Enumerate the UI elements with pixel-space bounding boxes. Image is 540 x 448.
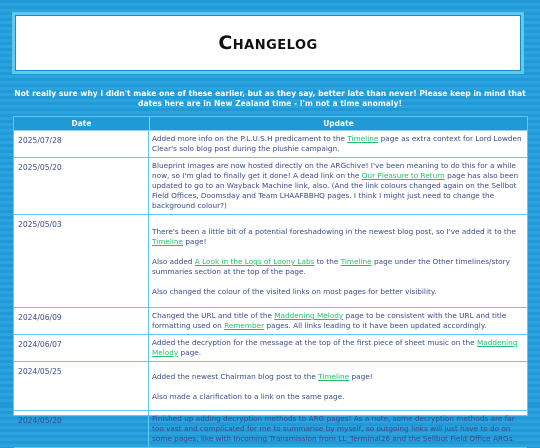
table-row [14, 362, 527, 411]
row-update [149, 362, 527, 410]
update-text: Also changed the colour of the visited links on most pages for better visibility. [152, 287, 437, 296]
row-date: 2024/05/20 [14, 411, 149, 447]
row-date: 2024/06/09 [14, 308, 149, 334]
update-paragraph [152, 161, 523, 211]
row-update [149, 158, 527, 214]
row-date: 2025/07/28 [14, 131, 149, 157]
page-link[interactable]: Timeline [340, 257, 372, 266]
table-body [14, 131, 527, 448]
update-paragraph [152, 311, 523, 331]
table-row [14, 131, 527, 158]
page-link[interactable]: Timeline [318, 372, 350, 381]
update-text: page to be consistent with the URL and title formatting used on [152, 311, 507, 330]
page-link[interactable]: Timeline [347, 134, 379, 143]
intro-text: Not really sure why I didn't make one of these earlier, but as they say, better late than never! Please keep in mind that dates here are in New Zealand time - I'm not a time anomaly! [14, 89, 526, 108]
update-text: Finished up adding decryption methods to ARG pages! As a note, some decryption methods are far too vast and complicated for me to summarise by myself, so outgoing links will just have to do on some pages, like with Incoming Transmission from LL_Terminal26 and the Sellbot Field Office ARGs. [152, 414, 515, 443]
row-update [149, 131, 527, 157]
row-date: 2024/06/07 [14, 335, 149, 361]
changelog-table [13, 116, 528, 443]
update-text: page. [178, 348, 202, 357]
update-paragraph [152, 414, 523, 444]
table-row [14, 335, 527, 362]
page-link[interactable]: Our Pleasure to Return [361, 171, 445, 180]
update-paragraph [152, 134, 523, 154]
page-title: Changelog [218, 32, 318, 54]
table-header [14, 117, 527, 131]
page-link[interactable]: Timeline [152, 237, 184, 246]
table-row [14, 215, 527, 308]
update-text: Also added [152, 257, 195, 266]
update-text: page has also been updated to go to an Wayback Machine link, also. (And the link colours changed again on the Sellbot Field Offices, Doomsday and Team LHAAFBBHQ pages. I think I might just need to change the background colour?) [152, 171, 519, 210]
table-row [14, 308, 527, 335]
update-column-header: Update [323, 119, 354, 128]
update-text: Added the decryption for the message at the top of the first piece of sheet music on the [152, 338, 477, 347]
update-text: page! [183, 237, 207, 246]
update-text: page as extra context for Lord Lowden Clear's solo blog post during the plushie campaign. [152, 134, 522, 153]
update-text: to the [314, 257, 341, 266]
update-text: There's been a little bit of a potential foreshadowing in the newest blog post, so I've added it to the [152, 227, 516, 236]
update-text: Blueprint images are now hosted directly on the ARGchive! I've been meaning to do this for a while now, so I'm glad to finally get it done! A dead link on the [152, 161, 516, 180]
update-paragraph [152, 372, 523, 382]
row-date: 2025/05/20 [14, 158, 149, 214]
page-link[interactable]: Remember [224, 321, 265, 330]
update-paragraph [152, 392, 523, 402]
update-text: Added more info on the P.L.U.S.H predicament to the [152, 134, 348, 143]
update-text: Changed the URL and title of the [152, 311, 275, 320]
row-update [149, 215, 527, 307]
row-date: 2025/05/03 [14, 215, 149, 307]
update-paragraph [152, 257, 523, 277]
header-box [12, 12, 524, 74]
row-update [149, 411, 527, 447]
table-row [14, 158, 527, 215]
page-link[interactable]: A Look in the Logs of Loony Labs [194, 257, 315, 266]
update-paragraph [152, 227, 523, 247]
update-paragraph [152, 287, 523, 297]
row-date: 2024/05/25 [14, 362, 149, 410]
table-row [14, 411, 527, 448]
update-paragraph [152, 338, 523, 358]
row-update [149, 335, 527, 361]
update-text: page! [349, 372, 373, 381]
update-text: page under the Other timelines/story summaries section at the top of the page. [152, 257, 510, 276]
page-link[interactable]: Maddening Melody [152, 338, 518, 357]
row-update [149, 308, 527, 334]
update-text: pages. All links leading to it have been updated accordingly. [264, 321, 487, 330]
update-text: Also made a clarification to a link on the same page. [152, 392, 345, 401]
update-text: Added the newest Chairman blog post to the [152, 372, 319, 381]
page-link[interactable]: Maddening Melody [274, 311, 344, 320]
date-column-header: Date [14, 117, 150, 130]
